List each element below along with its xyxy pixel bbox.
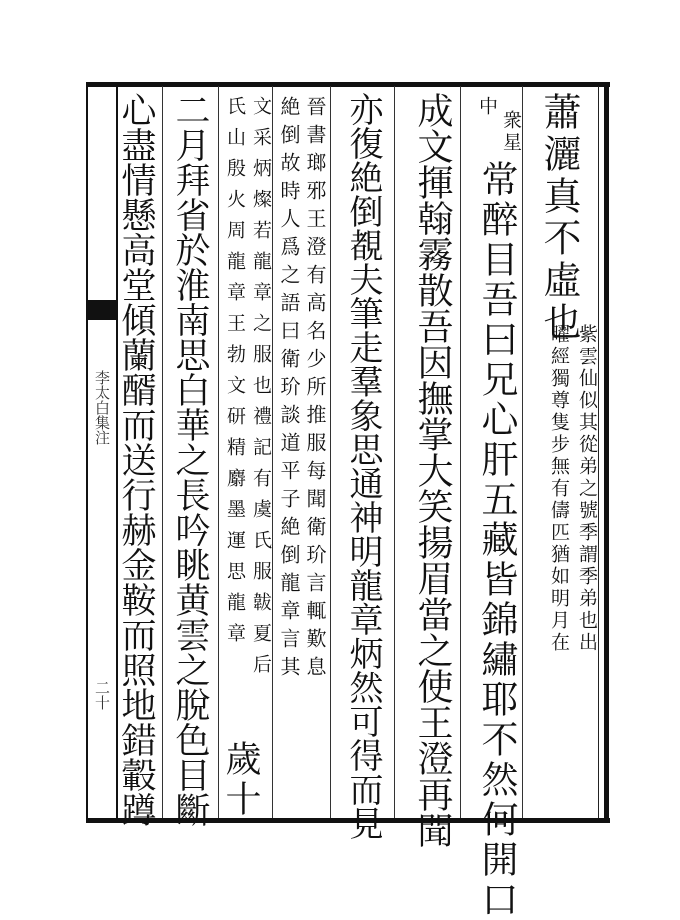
margin-book-title: 李太白集注 — [93, 370, 111, 445]
column-rule — [218, 86, 219, 818]
column-3-main-text: 成文揮翰霧散吾因撫掌大笑揚眉當之使王澄再聞 — [412, 92, 453, 848]
column-6-annotation-right: 文采炳燦若龍章之服也禮記有虞氏服韍夏后 — [250, 96, 272, 685]
frame-right-inner-rule — [598, 86, 599, 818]
column-rule — [522, 86, 523, 818]
column-6-main-text-tail: 歲十 — [220, 740, 261, 820]
column-2-main-text: 常醉目吾曰兄心肝五藏皆錦繡耶不然何開口 — [475, 160, 518, 920]
column-1-annotation-right: 紫雲仙似其從弟之號季謂季弟也出 — [576, 324, 598, 654]
column-6-annotation-left: 氏山殷火周龍章王勃文研精麝墨運思龍章 — [224, 96, 246, 654]
frame-right-border — [604, 82, 609, 823]
column-rule — [394, 86, 395, 818]
margin-page-number: 二十 — [93, 680, 111, 710]
column-rule — [460, 86, 461, 818]
column-5-annotation-right: 晉書瑯邪王澄有高名少所推服每聞衛玠言輒歎息 — [303, 96, 327, 684]
center-margin-column — [86, 82, 118, 823]
column-rule — [330, 86, 331, 818]
column-7-main-text: 二月拜省於淮南思白華之長吟眺黄雲之脫色目斷 — [170, 92, 210, 827]
column-8-main-text: 心盡情懸高堂傾蘭醑而送行赫金鞍而照地錯轂蹲 — [116, 92, 156, 827]
column-rule — [162, 86, 163, 818]
column-2-annotation-left: 中 — [476, 96, 498, 118]
column-rule — [272, 86, 273, 818]
column-2-annotation-right: 衆星 — [500, 110, 522, 154]
column-4-main-text: 亦復絶倒覩夫筆走羣象思通神明龍章炳然可得而見 — [343, 92, 383, 840]
column-1-annotation-left: 曜經獨尊隻步無有儔匹猶如明月在 — [548, 324, 570, 654]
column-1-main-text: 蕭灑真不虛也 — [537, 92, 581, 344]
fish-tail-mark — [86, 300, 116, 320]
frame-top-border — [86, 82, 610, 87]
column-5-annotation-left: 絶倒故時人爲之語曰衛玠談道平子絶倒龍章言其 — [277, 96, 301, 684]
